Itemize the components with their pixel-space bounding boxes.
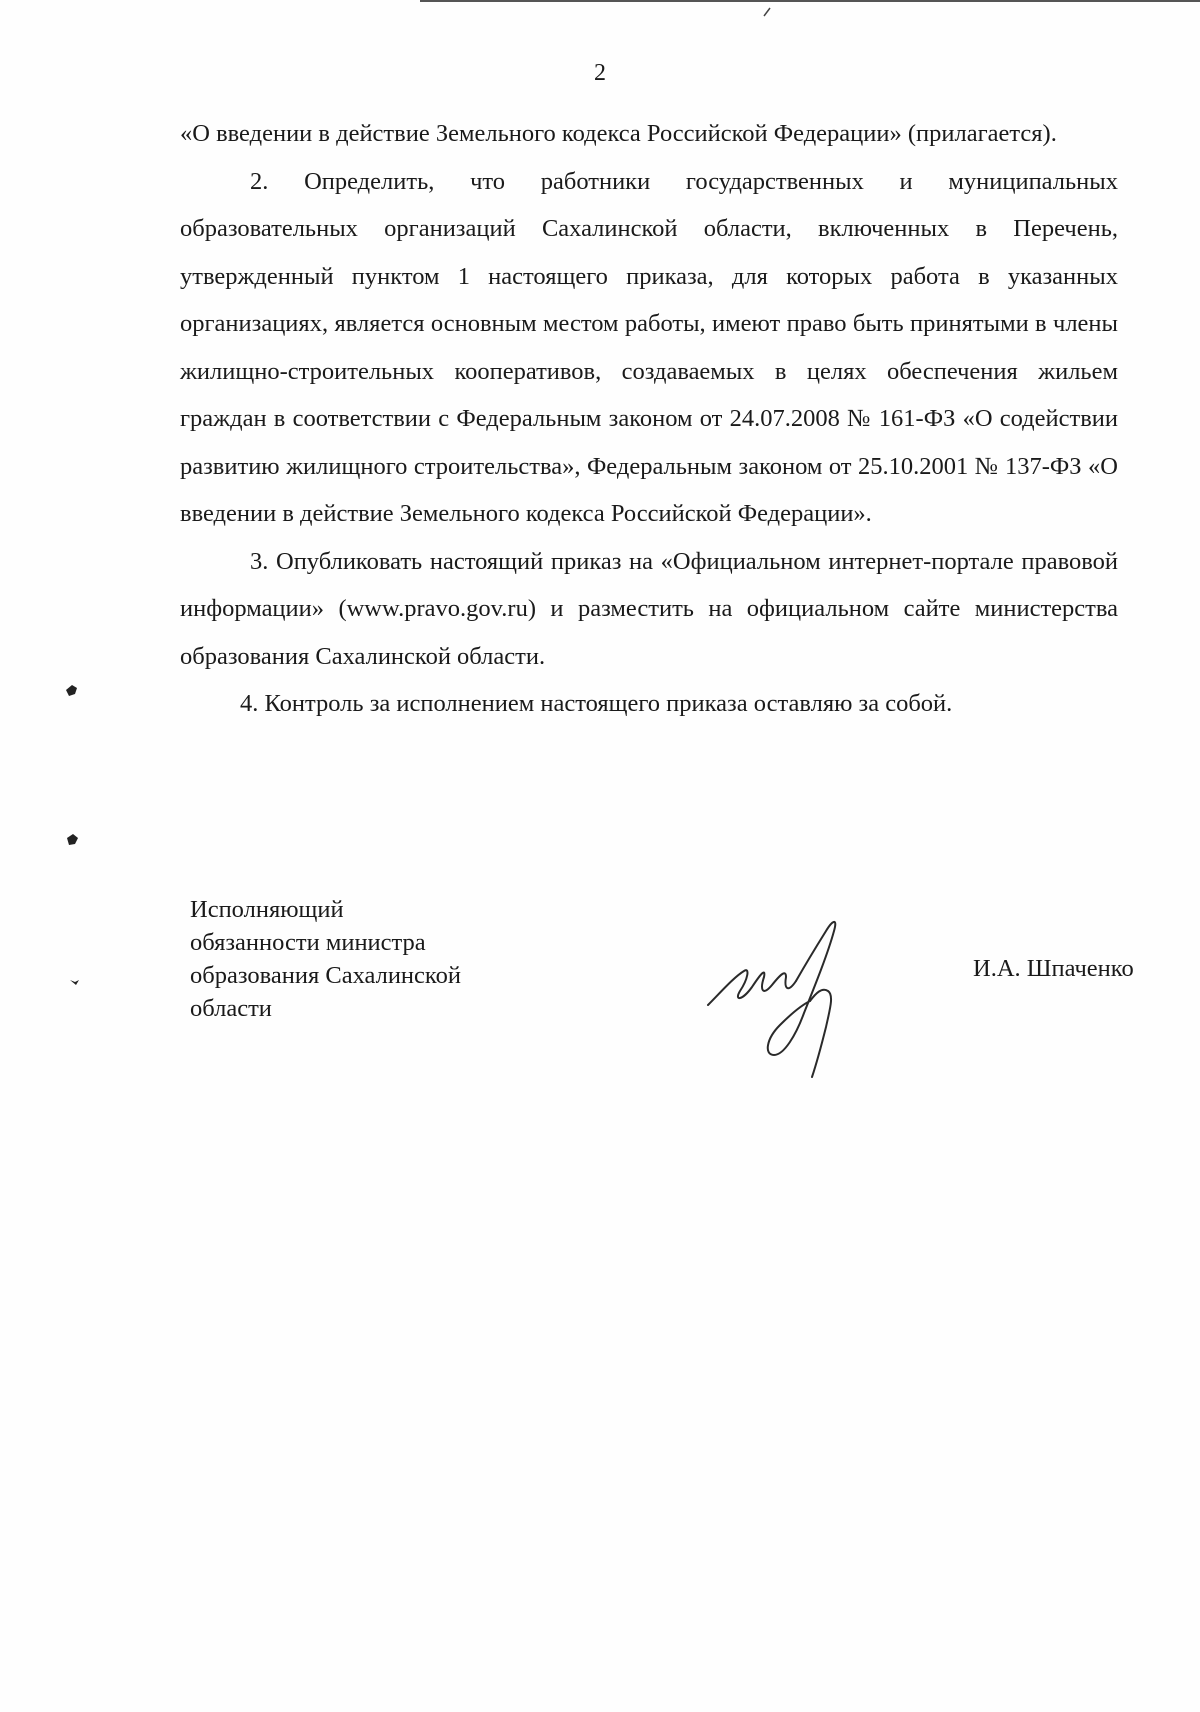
handwritten-signature [700, 905, 890, 1080]
page-number: 2 [594, 60, 606, 86]
signer-title-line: образования Сахалинской [190, 962, 461, 989]
signer-title-line: Исполняющий [190, 896, 344, 923]
signer-title-line: области [190, 995, 272, 1022]
top-border-line [420, 0, 1200, 2]
paragraph-item-3: 3. Опубликовать настоящий приказ на «Официальном интернет-портале правовой информации» (www.pravo.gov.ru) и разместить на официальном сайте министерства образования Сахалинской области. [180, 547, 1118, 670]
paragraph-continuation: «О введении в действие Земельного кодекса Российской Федерации» (прилагается). [180, 120, 1057, 147]
signer-name: И.А. Шпаченко [973, 955, 1134, 982]
document-body [180, 110, 1118, 728]
signer-title-line: обязанности министра [190, 929, 426, 956]
paragraph-item-4: 4. Контроль за исполнением настоящего приказа оставляю за собой. [240, 690, 953, 717]
signer-title [190, 893, 550, 1025]
paragraph-item-2: 2. Определить, что работники государственных и муниципальных образовательных организаций Сахалинской области, включенных в Перечень, утвержденный пунктом 1 настоящего приказа, для которых работа в указанных организациях, является основным местом работы, имеют право быть принятыми в члены жилищно-строительных кооперативов, создаваемых в целях обеспечения жильем граждан в соответствии с Федеральным законом от 24.07.2008 № 161-ФЗ «О содействии развитию жилищного строительства», Федеральным законом от 25.10.2001 № 137-ФЗ «О введении в действие Земельного кодекса Российской Федерации». [180, 167, 1118, 527]
